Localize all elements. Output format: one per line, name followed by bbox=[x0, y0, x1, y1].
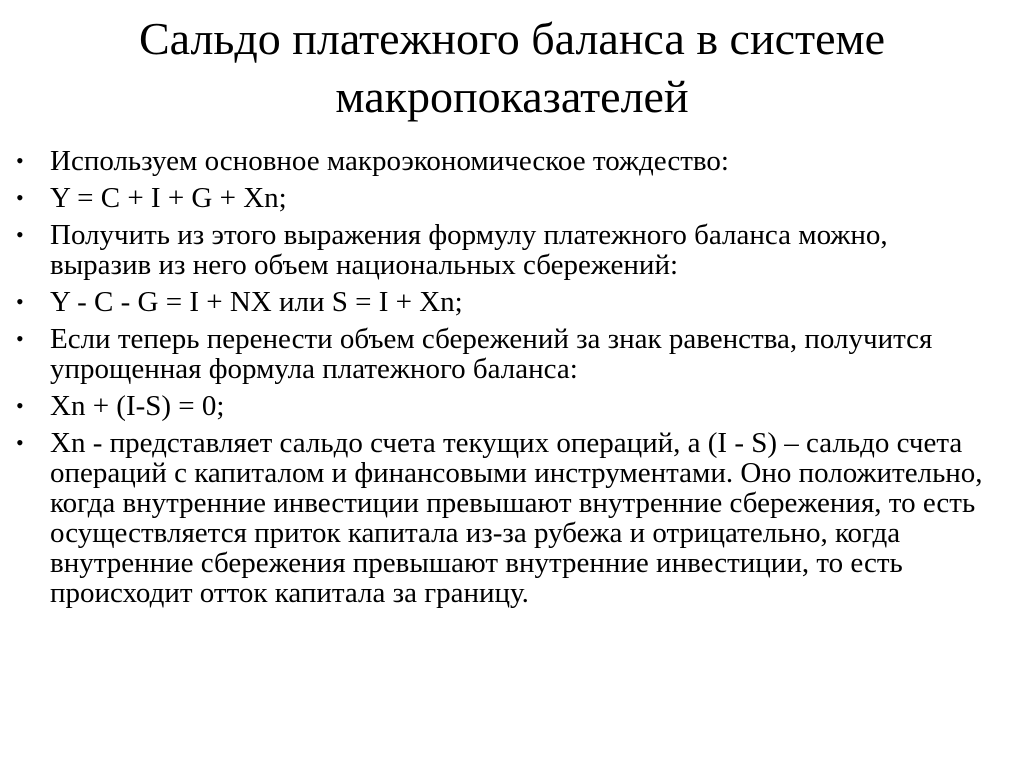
bullet-text: Получить из этого выражения формулу платежного баланса можно, выразив из него объем национальных сбережений: bbox=[50, 219, 888, 281]
bullet-dot-icon: • bbox=[16, 148, 24, 173]
bullet-item bbox=[10, 428, 990, 608]
bullet-dot-icon: • bbox=[16, 430, 24, 455]
bullet-list bbox=[10, 146, 990, 615]
bullet-dot-icon: • bbox=[16, 289, 24, 314]
bullet-dot-icon: • bbox=[16, 393, 24, 418]
bullet-item bbox=[10, 183, 990, 213]
bullet-text: Xn + (I-S) = 0; bbox=[50, 390, 225, 422]
bullet-text: Xn - представляет сальдо счета текущих операций, а (I - S) – сальдо счета операций с капиталом и финансовыми инструментами. Оно положительно, когда внутренние инвестиции превышают внутренние сбережения, то есть осуществляется приток капитала из-за рубежа и отрицательно, когда внутренние сбережения превышают внутренние инвестиции, то есть происходит отток капитала за границу. bbox=[50, 427, 983, 609]
bullet-text: Используем основное макроэкономическое тождество: bbox=[50, 145, 729, 177]
slide-title: Сальдо платежного баланса в системе макропоказателей bbox=[138, 13, 886, 122]
bullet-item bbox=[10, 220, 990, 280]
bullet-text: Если теперь перенести объем сбережений за знак равенства, получится упрощенная формула платежного баланса: bbox=[50, 323, 933, 385]
bullet-item bbox=[10, 391, 990, 421]
bullet-text: Y = C + I + G + Xn; bbox=[50, 182, 287, 214]
bullet-text: Y - C - G = I + NX или S = I + Xn; bbox=[50, 286, 463, 318]
bullet-dot-icon: • bbox=[16, 326, 24, 351]
bullet-dot-icon: • bbox=[16, 222, 24, 247]
bullet-item bbox=[10, 324, 990, 384]
bullet-item bbox=[10, 146, 990, 176]
bullet-item bbox=[10, 287, 990, 317]
bullet-dot-icon: • bbox=[16, 185, 24, 210]
